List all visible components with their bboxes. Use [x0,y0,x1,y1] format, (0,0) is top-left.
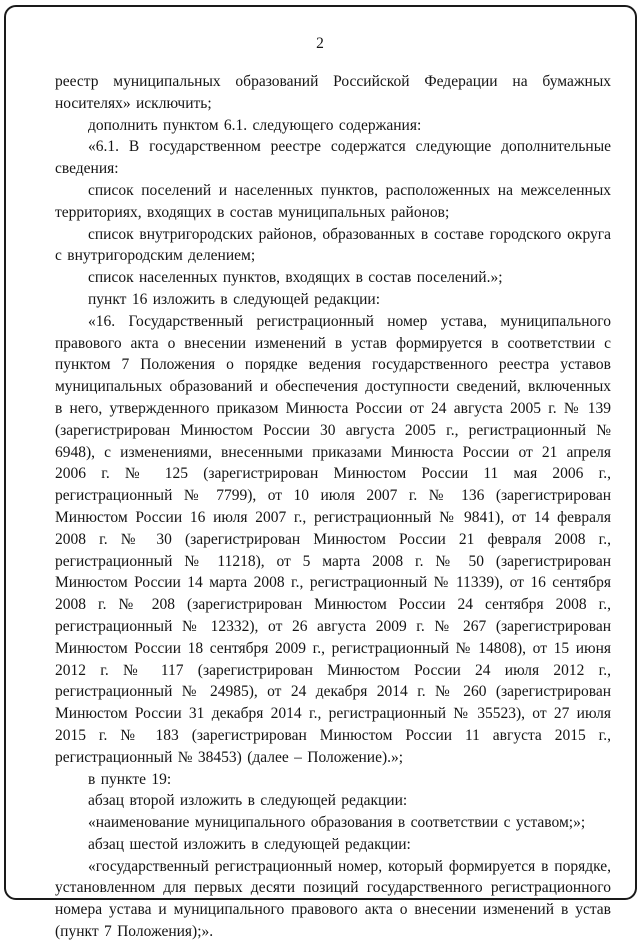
paragraph: «16. Государственный регистрационный номер устава, муниципального правового акта о внесении изменений в устав формируется в соответствии с пунктом 7 Положения о порядке ведения государственного реестра уставов муниципальных образований и обеспечения доступности сведений, включенных в него, утвержденного приказом Минюста России от 24 августа 2005 г. № 139 (зарегистрирован Минюстом России 30 августа 2005 г., регистрационный № 6948), с изменениями, внесенными приказами Минюста России от 21 апреля 2006 г. № 125 (зарегистрирован Минюстом России 11 мая 2006 г., регистрационный № 7799), от 10 июля 2007 г. № 136 (зарегистрирован Минюстом России 16 июля 2007 г., регистрационный № 9841), от 14 февраля 2008 г. № 30 (зарегистрирован Минюстом России 21 февраля 2008 г., регистрационный № 11218), от 5 марта 2008 г. № 50 (зарегистрирован Минюстом России 14 марта 2008 г., регистрационный № 11339), от 16 сентября 2008 г. № 208 (зарегистрирован Минюстом России 24 сентября 2008 г., регистрационный № 12332), от 26 августа 2009 г. № 267 (зарегистрирован Минюстом России 18 сентября 2009 г., регистрационный № 14808), от 15 июня 2012 г. № 117 (зарегистрирован Минюстом России 24 июля 2012 г., регистрационный № 24985), от 24 декабря 2014 г. № 260 (зарегистрирован Минюстом России 31 декабря 2014 г., регистрационный № 35523), от 27 июля 2015 г. № 183 (зарегистрирован Минюстом России 11 августа 2015 г., регистрационный № 38453) (далее – Положение).»; [55,312,611,766]
paragraph: абзац второй изложить в следующей редакции: [88,792,408,810]
paragraph: список поселений и населенных пунктов, расположенных на межселенных территориях, входящих в состав муниципальных районов; [55,181,611,221]
paragraph: «6.1. В государственном реестре содержатся следующие дополнительные сведения: [55,138,611,178]
paragraph: дополнить пунктом 6.1. следующего содержания: [88,116,422,134]
paragraph: список населенных пунктов, входящих в состав поселений.»; [88,269,503,287]
page-number: 2 [316,35,324,52]
paragraph: пункт 16 изложить в следующей редакции: [88,290,381,308]
document-text [55,71,611,943]
paragraph: в пункте 19: [88,770,172,788]
paragraph: список внутригородских районов, образованных в составе городского округа с внутригородским делением; [55,225,611,265]
paragraph: реестр муниципальных образований Российской Федерации на бумажных носителях» исключить; [55,73,611,112]
paragraph: абзац шестой изложить в следующей редакции: [88,835,411,853]
paragraph: «наименование муниципального образования в соответствии с уставом;»; [88,814,586,832]
paragraph: «государственный регистрационный номер, который формируется в порядке, установленном для первых десяти позиций государственного регистрационного номера устава и муниципального правового акта о внесении изменений в устав (пункт 7 Положения);». [55,857,611,941]
